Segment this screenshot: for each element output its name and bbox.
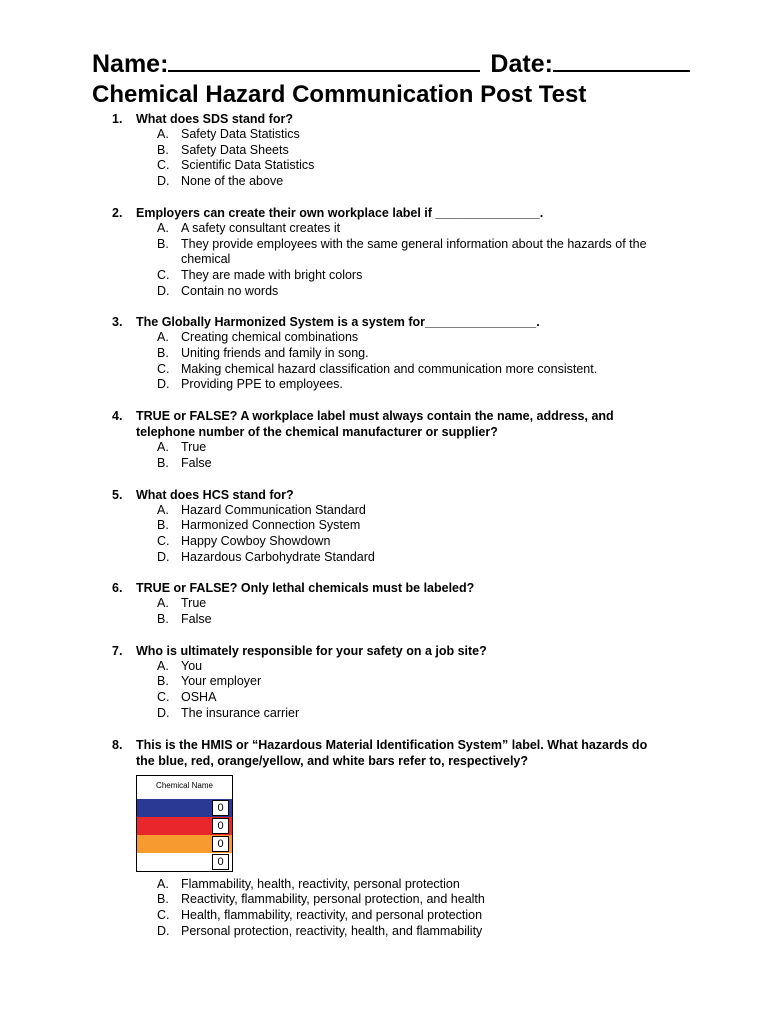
option-text: Harmonized Connection System [181, 518, 361, 533]
answer-option [0, 706, 661, 722]
question-2 [0, 205, 770, 300]
hmis-rating-value: 0 [212, 854, 229, 870]
answer-option [0, 268, 661, 284]
answer-option [0, 659, 661, 675]
option-letter: A. [157, 502, 169, 517]
question-text [0, 205, 656, 221]
question-4 [0, 408, 770, 471]
hmis-white-bar [137, 853, 232, 871]
option-letter: C. [157, 533, 170, 548]
answer-option [0, 596, 661, 612]
option-text: Safety Data Statistics [181, 127, 300, 141]
option-letter: A. [157, 127, 169, 141]
answer-option [0, 690, 661, 706]
option-letter: A. [157, 876, 169, 891]
question-number: 7. [112, 643, 123, 658]
answer-option [0, 221, 661, 237]
question-number: 5. [112, 487, 123, 502]
option-text: OSHA [181, 690, 217, 705]
option-letter: A. [157, 330, 169, 345]
question-1 [0, 111, 770, 190]
answer-option [0, 674, 661, 690]
answer-option [0, 892, 661, 908]
answer-option [0, 143, 661, 159]
hmis-red-bar [137, 817, 232, 835]
option-text: Contain no words [181, 283, 279, 298]
option-text: None of the above [181, 174, 284, 189]
answer-option [0, 877, 661, 893]
option-text: Personal protection, reactivity, health, and flammability [181, 923, 483, 938]
name-label: Name: [92, 50, 169, 78]
answer-option [0, 550, 661, 566]
answer-options [0, 440, 770, 471]
hmis-label-image [136, 775, 233, 872]
option-text: Creating chemical combinations [181, 330, 359, 345]
question-text [0, 408, 656, 440]
option-letter: B. [157, 346, 169, 361]
question-number: 2. [112, 205, 123, 220]
answer-option [0, 237, 661, 268]
question-list [0, 111, 770, 954]
answer-option [0, 924, 661, 940]
option-text: True [181, 440, 207, 455]
option-text: Reactivity, flammability, personal protection, and health [181, 892, 485, 907]
option-letter: A. [157, 220, 169, 235]
question-5-text: What does HCS stand for? [136, 487, 294, 502]
question-text [0, 111, 656, 127]
option-letter: D. [157, 283, 170, 298]
hmis-rating-value: 0 [212, 836, 229, 852]
option-letter: C. [157, 361, 170, 376]
question-number: 8. [112, 737, 123, 752]
question-number: 6. [112, 581, 123, 596]
hmis-orange-bar [137, 835, 232, 853]
answer-option [0, 534, 661, 550]
answer-options [0, 127, 770, 190]
header-line [92, 48, 690, 79]
option-letter: C. [157, 267, 170, 282]
answer-option [0, 284, 661, 300]
option-text: Hazard Communication Standard [181, 502, 366, 517]
option-text: They are made with bright colors [181, 267, 363, 282]
answer-option [0, 908, 661, 924]
answer-option [0, 503, 661, 519]
option-letter: B. [157, 612, 169, 627]
option-letter: D. [157, 174, 170, 189]
answer-option [0, 127, 661, 143]
question-1-text: What does SDS stand for? [136, 112, 293, 126]
question-text [0, 737, 656, 769]
option-text: Happy Cowboy Showdown [181, 533, 331, 548]
option-text: Your employer [181, 674, 262, 689]
answer-option [0, 174, 661, 190]
question-text [0, 487, 656, 503]
question-3-text: The Globally Harmonized System is a system for________________. [136, 315, 540, 330]
question-number: 1. [112, 112, 123, 126]
option-letter: B. [157, 236, 169, 251]
question-7 [0, 643, 770, 722]
option-letter: B. [157, 674, 169, 689]
option-letter: C. [157, 907, 170, 922]
answer-option [0, 518, 661, 534]
date-blank [553, 48, 690, 72]
option-letter: D. [157, 377, 170, 392]
option-text: Uniting friends and family in song. [181, 346, 369, 361]
hmis-rating-value: 0 [212, 800, 229, 816]
option-text: Safety Data Sheets [181, 142, 289, 157]
option-letter: B. [157, 518, 169, 533]
option-text: You [181, 658, 203, 673]
answer-option [0, 440, 661, 456]
answer-option [0, 346, 661, 362]
option-letter: A. [157, 658, 169, 673]
question-7-text: Who is ultimately responsible for your safety on a job site? [136, 643, 487, 658]
answer-options [0, 503, 770, 566]
option-text: False [181, 455, 212, 470]
name-blank [168, 48, 480, 72]
question-2-text: Employers can create their own workplace label if _______________. [136, 205, 544, 220]
answer-options [0, 877, 770, 940]
option-letter: D. [157, 705, 170, 720]
answer-option [0, 612, 661, 628]
answer-option [0, 377, 661, 393]
question-number: 4. [112, 409, 123, 424]
question-5 [0, 487, 770, 566]
option-text: Making chemical hazard classification and communication more consistent. [181, 361, 598, 376]
question-6-text: TRUE or FALSE? Only lethal chemicals must be labeled? [136, 581, 475, 596]
answer-options [0, 221, 770, 300]
option-letter: C. [157, 690, 170, 705]
option-text: A safety consultant creates it [181, 220, 341, 235]
page-title: Chemical Hazard Communication Post Test [92, 81, 587, 108]
question-8 [0, 737, 770, 940]
hmis-chemical-name: Chemical Name [156, 780, 213, 790]
option-letter: A. [157, 596, 169, 611]
hmis-blue-bar [137, 799, 232, 817]
option-text: They provide employees with the same general information about the hazards of the chemical [181, 236, 647, 267]
answer-options [0, 330, 770, 393]
question-6 [0, 580, 770, 627]
answer-options [0, 659, 770, 722]
option-letter: C. [157, 158, 170, 173]
answer-option [0, 362, 661, 378]
question-text [0, 580, 656, 596]
date-label: Date: [490, 50, 553, 78]
answer-option [0, 158, 661, 174]
option-text: Hazardous Carbohydrate Standard [181, 549, 375, 564]
answer-option [0, 456, 661, 472]
option-letter: B. [157, 142, 169, 157]
option-text: Scientific Data Statistics [181, 158, 315, 173]
answer-options [0, 596, 770, 627]
answer-option [0, 330, 661, 346]
question-8-text: This is the HMIS or “Hazardous Material Identification System” label. What hazards do the blue, red, orange/yellow, and white bars refer to, respectively? [136, 737, 648, 768]
option-text: The insurance carrier [181, 705, 300, 720]
hmis-rating-value: 0 [212, 818, 229, 834]
option-letter: B. [157, 892, 169, 907]
option-text: Flammability, health, reactivity, personal protection [181, 876, 460, 891]
question-text [0, 643, 656, 659]
question-text [0, 314, 656, 330]
option-text: False [181, 612, 212, 627]
option-letter: D. [157, 923, 170, 938]
option-letter: D. [157, 549, 170, 564]
question-4-text: TRUE or FALSE? A workplace label must always contain the name, address, and telephone number of the chemical manufacturer or supplier? [136, 409, 614, 440]
option-text: Providing PPE to employees. [181, 377, 343, 392]
question-number: 3. [112, 315, 123, 330]
option-letter: A. [157, 440, 169, 455]
question-3 [0, 314, 770, 393]
option-letter: B. [157, 455, 169, 470]
option-text: True [181, 596, 207, 611]
option-text: Health, flammability, reactivity, and personal protection [181, 907, 483, 922]
